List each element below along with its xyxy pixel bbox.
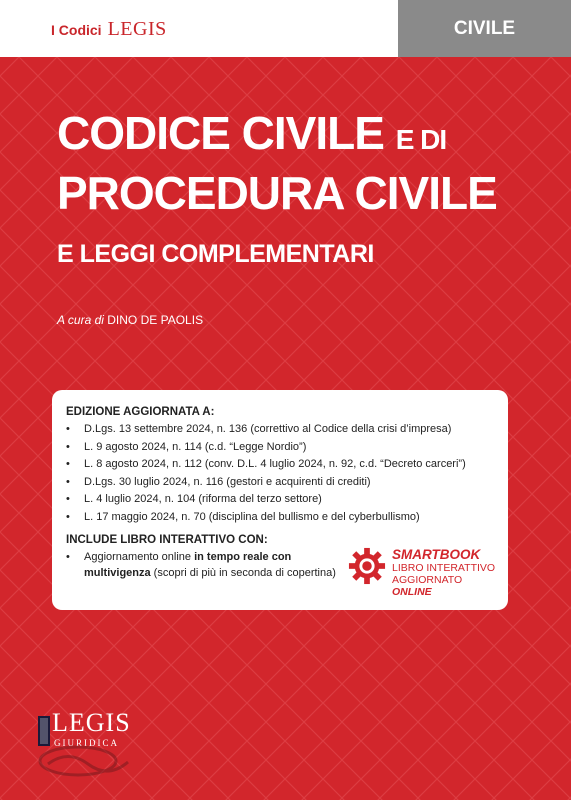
book-title — [57, 107, 537, 220]
updates-heading: EDIZIONE AGGIORNATA A: — [66, 406, 215, 418]
smartbook-line-2-prefix: AGGIORNATO — [392, 574, 463, 586]
smartbook-title: SMARTBOOK — [392, 547, 481, 562]
top-bar — [0, 0, 571, 57]
series-prefix: I Codici — [51, 22, 102, 38]
update-item: • D.Lgs. 30 luglio 2024, n. 116 (gestori e acquirenti di crediti) — [66, 474, 494, 492]
title-line-2: PROCEDURA CIVILE — [57, 167, 497, 219]
include-text-2: (scopri di più in seconda di copertina) — [150, 567, 336, 579]
editor-name: DINO DE PAOLIS — [107, 313, 204, 327]
update-item: • L. 9 agosto 2024, n. 114 (c.d. “Legge Nordio”) — [66, 439, 494, 457]
include-text-1: Aggiornamento online — [84, 551, 195, 563]
book-cover — [0, 57, 571, 800]
include-item — [66, 549, 356, 581]
info-box — [52, 390, 508, 610]
publisher-logo — [38, 708, 158, 778]
update-item: • L. 8 agosto 2024, n. 112 (conv. D.L. 4 luglio 2024, n. 92, c.d. “Decreto carceri”) — [66, 456, 494, 474]
smartbook-line-2-bold: ONLINE — [392, 586, 432, 598]
series-name: LEGIS — [107, 18, 167, 40]
publisher-mark — [38, 716, 50, 746]
title-main: CODICE CIVILE — [57, 107, 384, 159]
publisher-subline: GIURIDICA — [54, 738, 119, 748]
update-item: • L. 17 maggio 2024, n. 70 (disciplina del bullismo e del cyberbullismo) — [66, 509, 494, 527]
smartbook-line-2 — [392, 574, 498, 598]
smartbook-badge — [348, 547, 498, 597]
smartbook-line-1: LIBRO INTERATTIVO — [392, 562, 496, 574]
publisher-name: LEGIS — [52, 708, 131, 737]
title-connector: E DI — [395, 124, 447, 155]
include-text-bold: in tempo reale con multivigenza — [84, 551, 292, 579]
stamp-mark — [38, 744, 138, 778]
editor-prefix: A cura di — [57, 313, 104, 327]
editor-credit — [57, 313, 203, 327]
series-brand — [51, 18, 167, 41]
book-subtitle: E LEGGI COMPLEMENTARI — [57, 240, 374, 268]
update-item: • L. 4 luglio 2024, n. 104 (riforma del terzo settore) — [66, 491, 494, 509]
smartbook-text — [392, 547, 498, 598]
gear-icon — [348, 547, 386, 585]
updates-list — [66, 421, 494, 526]
update-item: • D.Lgs. 13 settembre 2024, n. 136 (correttivo al Codice della crisi d’impresa) — [66, 421, 494, 439]
include-heading: INCLUDE LIBRO INTERATTIVO CON: — [66, 534, 268, 546]
section-tab: CIVILE — [398, 0, 571, 57]
